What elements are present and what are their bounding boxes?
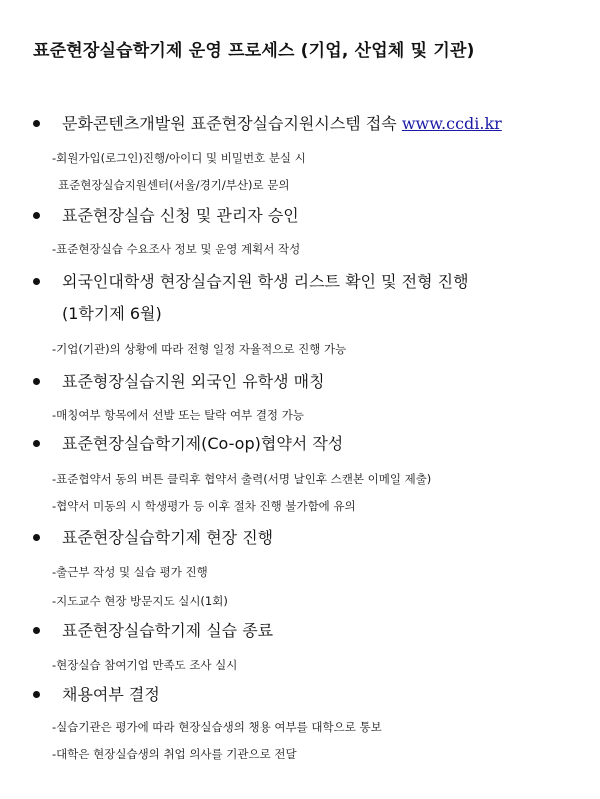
step-4-label: 표준형장실습지원 외국인 유학생 매칭 [62,372,325,391]
step-2-note-1: -표준현장실습 수요조사 정보 및 운영 계획서 작성 [52,242,301,256]
step-7-note-1: -현장실습 참여기업 만족도 조사 실시 [52,658,238,672]
step-3-note-1: -기업(기관)의 상황에 따라 전형 일정 자율적으로 진행 가능 [52,342,347,356]
step-3-label: 외국인대학생 현장실습지원 학생 리스트 확인 및 전형 진행 [62,272,469,291]
step-5-note-2: -협약서 미동의 시 학생평가 등 이후 절차 진행 불가함에 유의 [52,499,356,513]
bullet-icon [33,278,40,285]
step-4-note-1: -매칭여부 항목에서 선발 또는 탈락 여부 결정 가능 [52,408,304,422]
bullet-icon [33,440,40,447]
bullet-icon [33,120,40,127]
step-8-note-1: -실습기관은 평가에 따라 현장실습생의 챙용 여부를 대학으로 통보 [52,720,382,734]
step-5-note-1: -표준협약서 동의 버튼 클릭후 협약서 출력(서명 날인후 스캔본 이메일 제출) [52,472,432,486]
ccdi-link[interactable]: www.ccdi.kr [401,114,502,133]
step-8-note-2: -대학은 현장실습생의 취업 의사를 기관으로 전달 [52,747,297,761]
step-1-note-2: 표준현장실습지원센터(서울/경기/부산)로 문의 [58,178,290,192]
step-1-label: 문화콘텐츠개발원 표준현장실습지원시스템 접속 [62,114,397,133]
bullet-icon [33,378,40,385]
step-2-label: 표준현장실습 신청 및 관리자 승인 [62,206,299,225]
bullet-icon [33,212,40,219]
bullet-icon [33,534,40,541]
step-6-label: 표준현장실습학기제 현장 진행 [62,528,274,547]
bullet-icon [33,627,40,634]
step-1-note-1: -회원가입(로그인)진행/아이디 및 비밀번호 분실 시 [52,151,306,165]
step-5-label: 표준현장실습학기제(Co-op)협약서 작성 [62,434,344,453]
step-3-continuation: (1학기제 6월) [62,304,162,323]
step-7-label: 표준현장실습학기제 실습 종료 [62,621,274,640]
bullet-icon [33,691,40,698]
document-title: 표준현장실습학기제 운영 프로세스 (기업, 산업체 및 기관) [33,41,475,61]
step-6-note-2: -지도교수 현장 방문지도 실시(1회) [52,594,228,608]
step-8-label: 채용여부 결정 [62,685,160,704]
step-6-note-1: -출근부 작성 및 실습 평가 진행 [52,565,208,579]
